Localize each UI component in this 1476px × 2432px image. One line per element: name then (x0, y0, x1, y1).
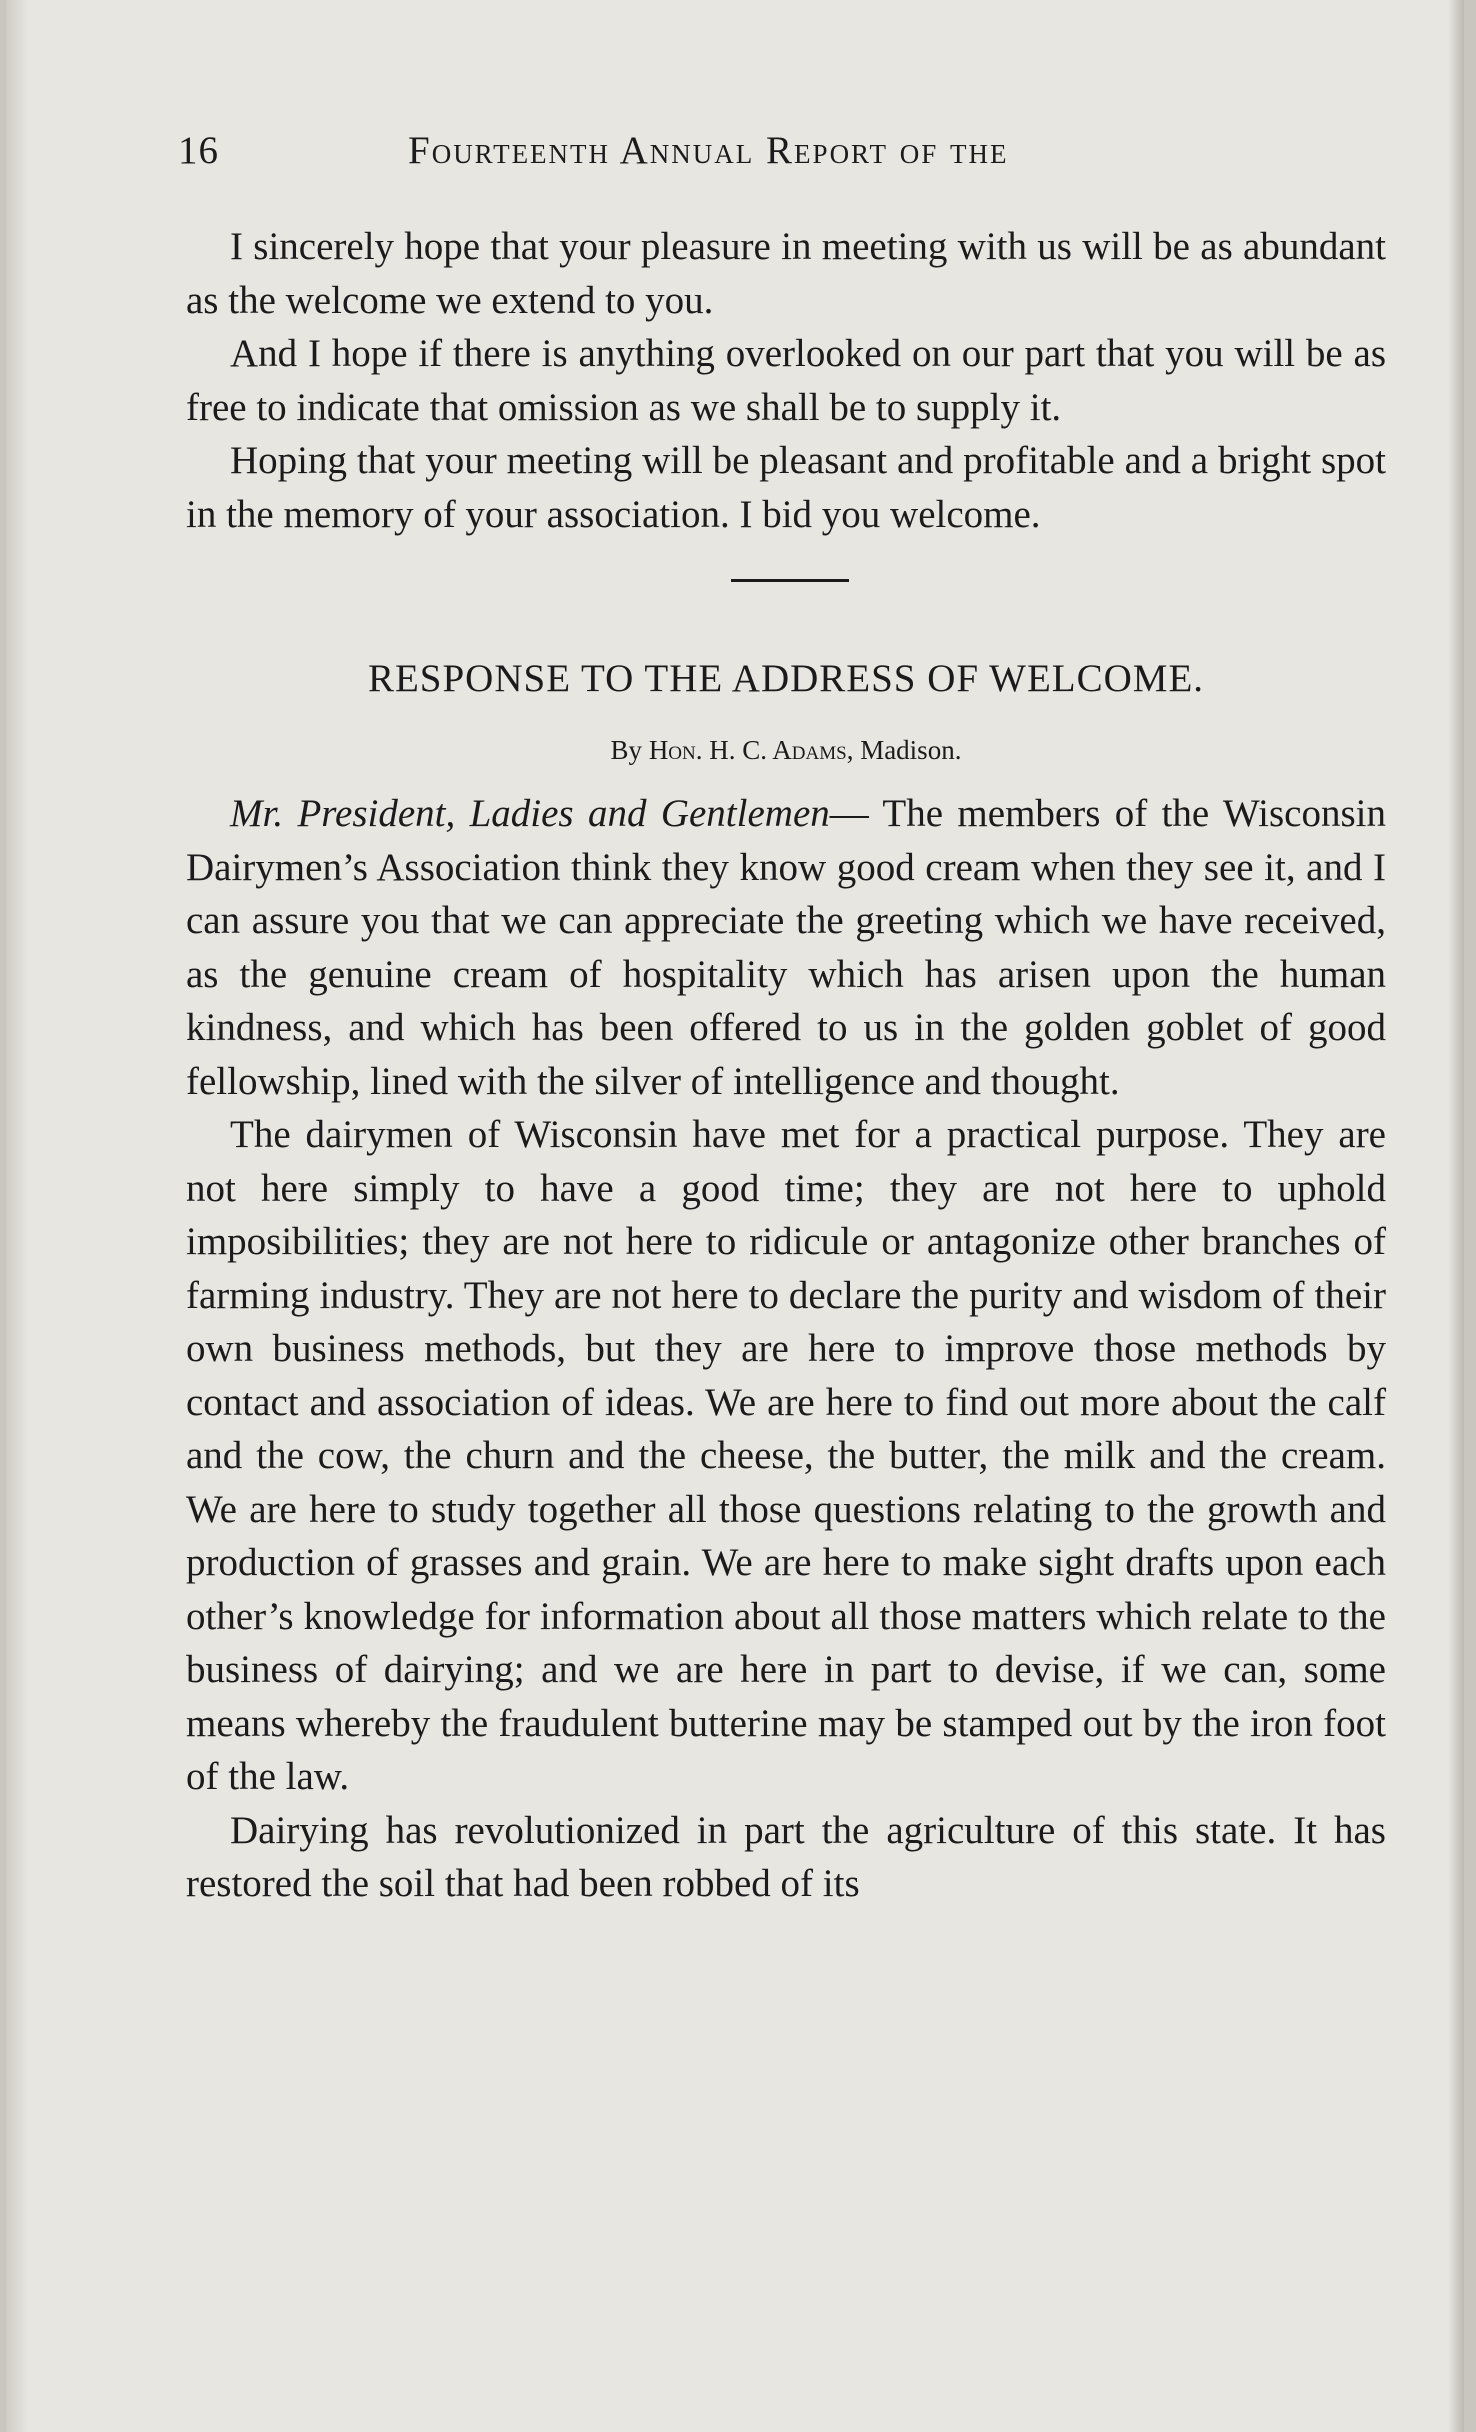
byline (186, 724, 1386, 778)
byline-name: Hon. H. C. Adams (648, 734, 847, 765)
section-heading: RESPONSE TO THE ADDRESS OF WELCOME. (367, 657, 1205, 700)
section-divider (731, 579, 849, 582)
response-paragraph-2: The dairymen of Wisconsin have met for a practical purpose. They are not here simply to have a good time; they are not here to uphold imposibilities; they are not here to ridicule or antagonize other branches of farming industry. They are not here to declare the purity and wisdom of their own business methods, but they are here to improve those methods by contact and association of ideas. We are here to find out more about the calf and the cow, the churn and the cheese, the butter, the milk and the cream. We are here to study together all those questions relating to the growth and production of grasses and grain. We are here to make sight drafts upon each other’s knowledge for information about all those matters which relate to the business of dairying; and we are here in part to devise, if we can, some means whereby the fraudulent butterine may be stamped out by the iron foot of the law. (186, 1113, 1386, 1798)
response-paragraph-1 (186, 787, 1386, 1108)
salutation: Mr. President, Ladies and Gentlemen (230, 792, 830, 835)
page-edge-shadow (1448, 0, 1464, 2432)
running-head: Fourteenth Annual Report of the (408, 129, 1009, 172)
body-text (186, 220, 1386, 1911)
byline-place: , Madison. (846, 734, 962, 765)
page-gutter-shadow (6, 0, 28, 2432)
response-paragraph-3: Dairying has revolutionized in part the agriculture of this state. It has restored the soil that had been robbed of its (186, 1808, 1386, 1905)
intro-paragraph-1: I sincerely hope that your pleasure in meeting with us will be as abundant as the welcome we extend to you. (186, 225, 1386, 322)
intro-paragraph-3: Hoping that your meeting will be pleasant and profitable and a bright spot in the memory of your association. I bid you welcome. (186, 439, 1386, 536)
intro-paragraph-2: And I hope if there is anything overlooked on our part that you will be as free to indicate that omission as we shall be to supply it. (186, 332, 1386, 429)
byline-prefix: By (610, 734, 643, 765)
page-number: 16 (178, 129, 219, 172)
response-paragraph-1-text: — The members of the Wisconsin Dairymen’s Association think they know good cream when they see it, and I can assure you that we can appreciate the greeting which we have received, as the genuine cream of hospitality which has arisen upon the human kindness, and which has been offered to us in the golden goblet of good fellowship, lined with the silver of intelligence and thought. (186, 792, 1386, 1103)
book-page (6, 0, 1464, 2432)
